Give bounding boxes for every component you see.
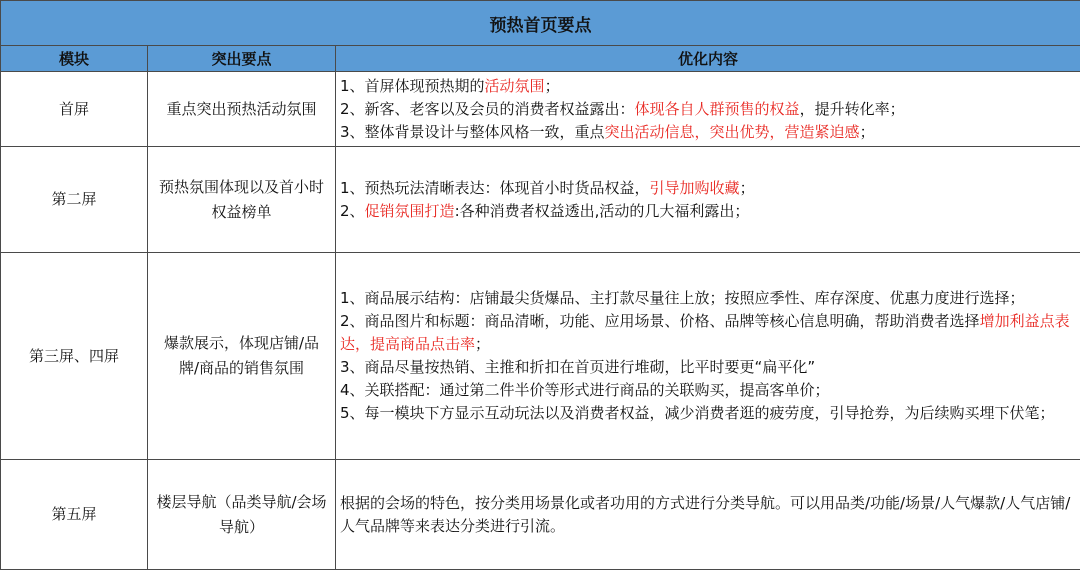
content-text: 根据的会场的特色，按分类用场景化或者功用的方式进行分类导航。可以用品类/功能/场景/人气爆款/人气店铺/人气品牌等来表达分类进行引流。	[340, 493, 1071, 535]
content-text: ，提升转化率；	[799, 99, 905, 118]
content-line	[340, 310, 1076, 356]
content-line	[340, 356, 1076, 379]
content-line	[340, 177, 1076, 200]
table-row	[1, 253, 1080, 460]
header-optimize: 优化内容	[336, 46, 1080, 72]
highlight-text: 增加利益点表达，提高商品点击率	[340, 312, 1070, 353]
header-row	[1, 46, 1080, 72]
highlight-text: 促销氛围打造	[364, 201, 455, 220]
title-row	[1, 1, 1080, 46]
content-line	[340, 379, 1076, 402]
content-text: 1、商品展示结构：店铺最尖货爆品、主打款尽量往上放；按照应季性、库存深度、优惠力度进行选择；	[340, 289, 1025, 307]
highlight-text: 活动氛围	[484, 76, 545, 95]
content-text: 5、每一模块下方显示互动玩法以及消费者权益，减少消费者逛的疲劳度，引导抢券，为后续购买埋下伏笔；	[340, 404, 1055, 422]
module-cell: 第二屏	[1, 147, 148, 253]
content-text: ；	[544, 76, 560, 95]
module-cell: 第五屏	[1, 460, 148, 570]
content-line	[340, 402, 1076, 425]
content-line	[340, 75, 1076, 98]
content-text: :各种消费者权益透出,活动的几大福利露出；	[454, 201, 750, 220]
content-text: 1、首屏体现预热期的	[340, 76, 485, 95]
highlight-cell: 爆款展示，体现店铺/品牌/商品的销售氛围	[148, 253, 336, 460]
content-line	[340, 287, 1076, 310]
content-text: 1、预热玩法清晰表达：体现首小时货品权益，	[340, 178, 650, 197]
module-cell: 首屏	[1, 72, 148, 147]
content-text: 3、商品尽量按热销、主推和折扣在首页进行堆砌，比平时要更“扁平化”	[340, 358, 816, 376]
highlight-text: 突出活动信息，突出优势，营造紧迫感	[604, 122, 860, 141]
content-text: 2、	[340, 201, 365, 220]
optimize-cell	[336, 253, 1080, 460]
content-text: ；	[859, 122, 875, 141]
header-module: 模块	[1, 46, 148, 72]
table-row	[1, 460, 1080, 570]
optimize-cell	[336, 460, 1080, 570]
content-text: 2、商品图片和标题：商品清晰，功能、应用场景、价格、品牌等核心信息明确，帮助消费者选择	[340, 312, 980, 330]
highlight-text: 体现各自人群预售的权益	[634, 99, 800, 118]
content-text: 4、关联搭配：通过第二件半价等形式进行商品的关联购买，提高客单价；	[340, 381, 830, 399]
content-line	[340, 200, 1076, 223]
header-highlight: 突出要点	[148, 46, 336, 72]
highlight-cell: 楼层导航（品类导航/会场导航）	[148, 460, 336, 570]
content-text: 2、新客、老客以及会员的消费者权益露出：	[340, 99, 635, 118]
content-text: ；	[475, 335, 491, 353]
highlight-cell: 预热氛围体现以及首小时权益榜单	[148, 147, 336, 253]
content-line	[340, 121, 1076, 144]
content-line	[340, 492, 1076, 538]
optimize-cell	[336, 72, 1080, 147]
table-row	[1, 72, 1080, 147]
content-text: ；	[739, 178, 755, 197]
highlight-cell: 重点突出预热活动氛围	[148, 72, 336, 147]
table-title: 预热首页要点	[1, 1, 1080, 46]
module-cell: 第三屏、四屏	[1, 253, 148, 460]
content-text: 3、整体背景设计与整体风格一致，重点	[340, 122, 605, 141]
table-row	[1, 147, 1080, 253]
content-line	[340, 98, 1076, 121]
optimize-cell	[336, 147, 1080, 253]
highlight-text: 引导加购收藏	[649, 178, 740, 197]
